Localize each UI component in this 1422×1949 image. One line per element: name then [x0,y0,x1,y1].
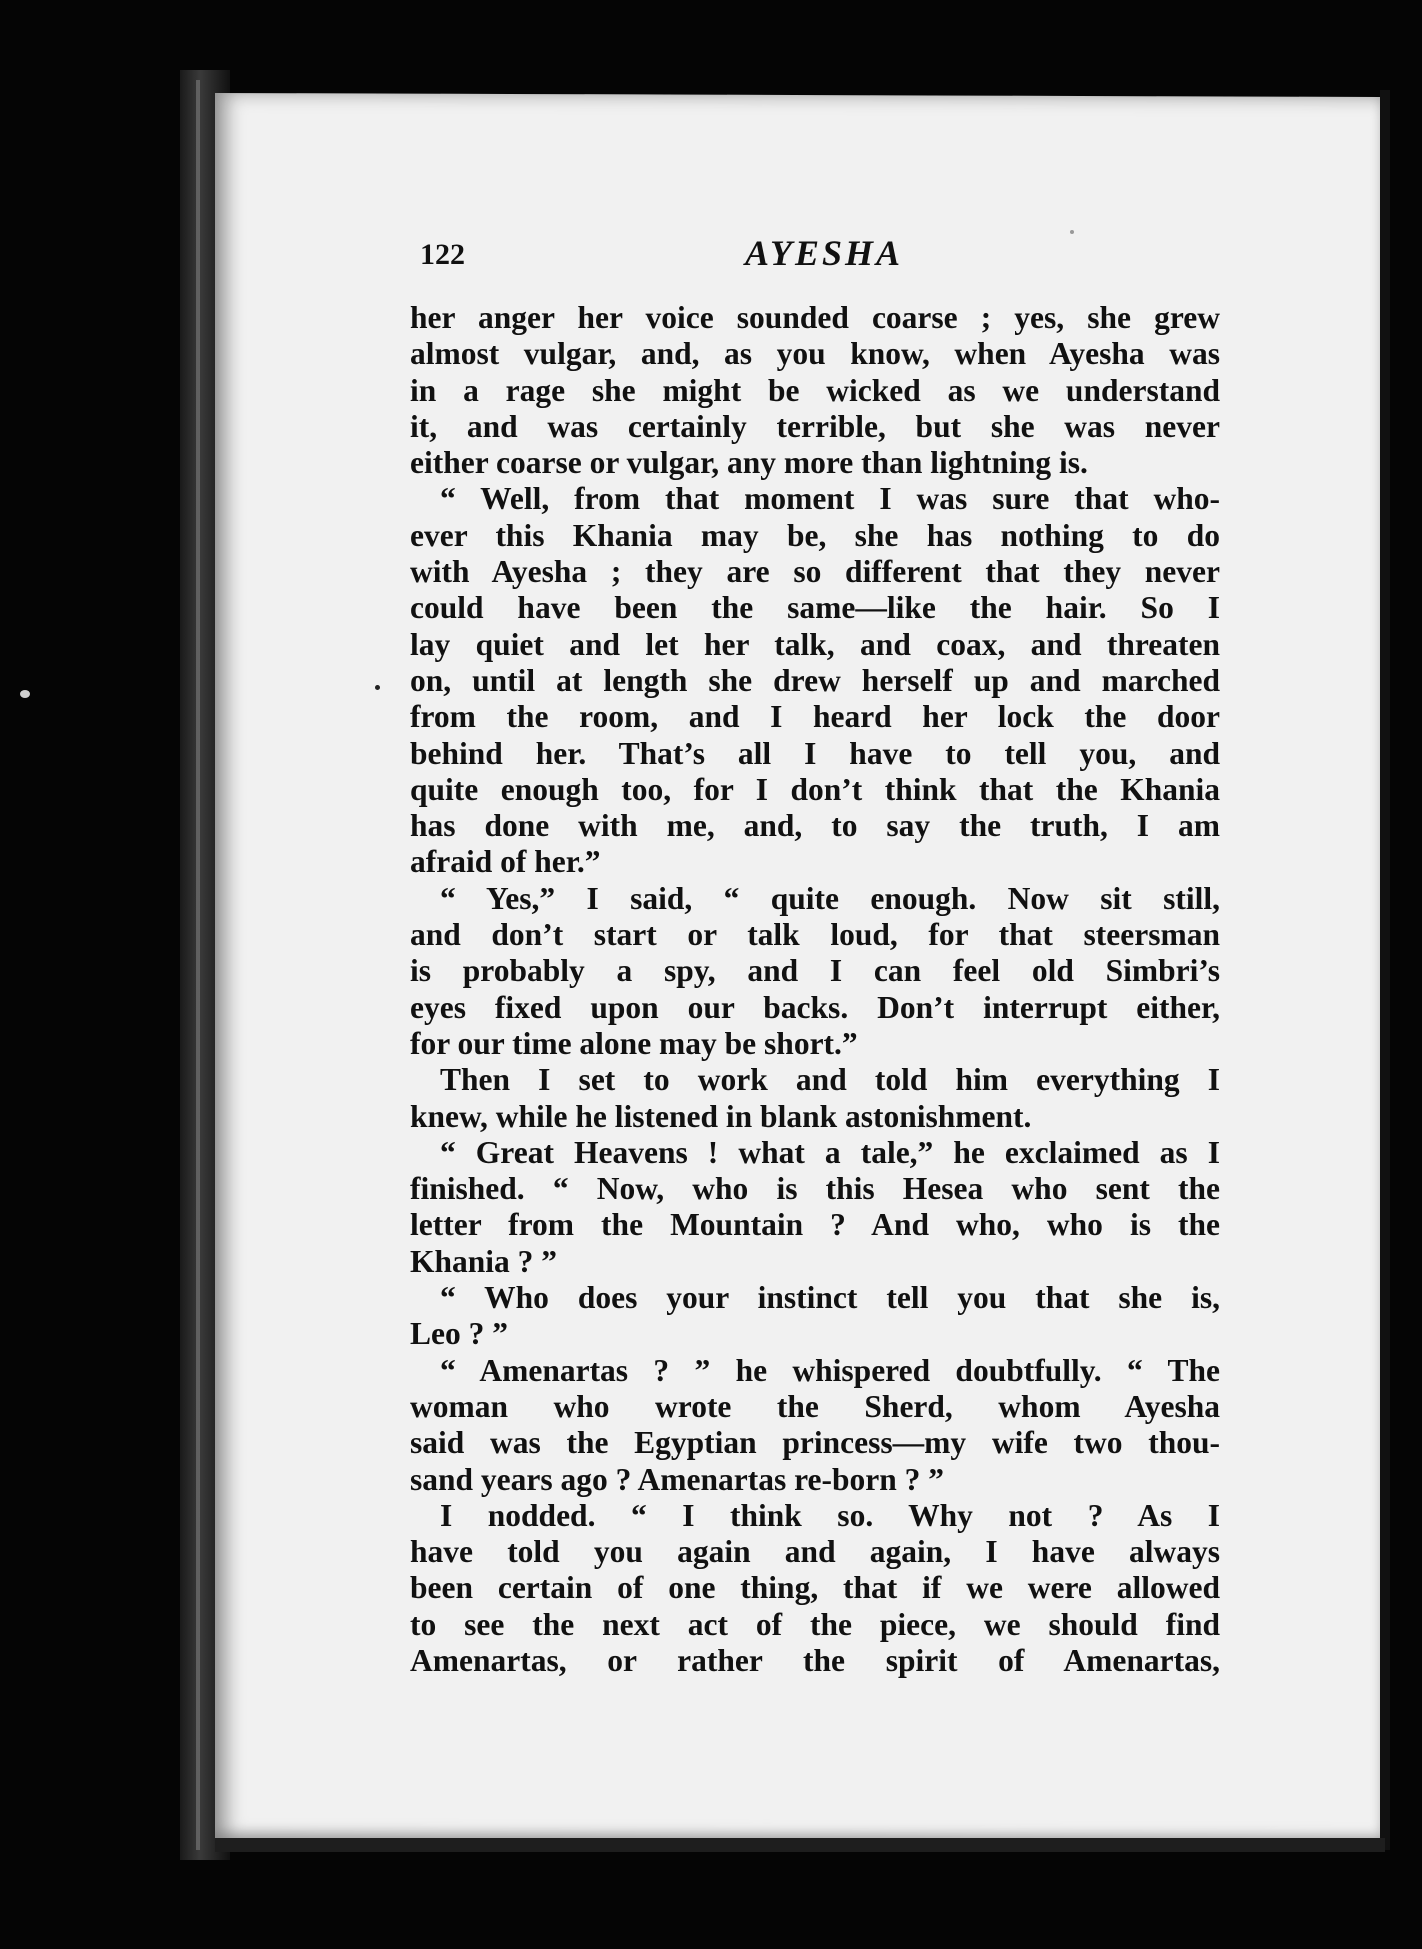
text-line: eyes fixed upon our backs. Don’t interrupt either, [410,989,1220,1025]
text-line: for our time alone may be short.” [410,1025,858,1061]
text-line: “ Great Heavens ! what a tale,” he exclaimed as I [440,1134,1220,1170]
text-line: “ Yes,” I said, “ quite enough. Now sit still, [440,880,1220,916]
scan-speck [20,690,30,698]
text-line: I nodded. “ I think so. Why not ? As I [440,1497,1220,1533]
text-line: could have been the same—like the hair. So I [410,590,1220,626]
text-line: ever this Khania may be, she has nothing to do [410,517,1220,553]
text-line: Then I set to work and told him everything I [440,1062,1220,1098]
text-line: sand years ago ? Amenartas re-born ? ” [410,1461,945,1497]
text-line: knew, while he listened in blank astonishment. [410,1098,1032,1134]
text-line: lay quiet and let her talk, and coax, and threaten [410,626,1220,662]
text-line: with Ayesha ; they are so different that they never [410,554,1220,590]
page-number: 122 [420,238,465,271]
body-text [410,300,1220,1679]
text-line: finished. “ Now, who is this Hesea who sent the [410,1171,1220,1207]
running-head [420,232,980,282]
text-line: it, and was certainly terrible, but she was never [410,408,1220,444]
text-line: and don’t start or talk loud, for that steersman [410,917,1220,953]
text-line: “ Who does your instinct tell you that she is, [440,1280,1220,1316]
scan-speck [1070,230,1074,234]
text-line: behind her. That’s all I have to tell you, and [410,735,1220,771]
text-line: from the room, and I heard her lock the door [410,699,1220,735]
text-line: said was the Egyptian princess—my wife two thou- [410,1425,1220,1461]
text-line: Leo ? ” [410,1316,508,1352]
text-line: afraid of her.” [410,844,601,880]
text-line: is probably a spy, and I can feel old Simbri’s [410,953,1220,989]
text-line: Amenartas, or rather the spirit of Amenartas, [410,1642,1220,1678]
text-line: either coarse or vulgar, any more than lightning is. [410,445,1088,481]
text-line: Khania ? ” [410,1243,558,1279]
text-line: letter from the Mountain ? And who, who is the [410,1207,1220,1243]
page-right-edge [1380,90,1390,1850]
running-title: AYESHA [745,233,904,273]
text-line: her anger her voice sounded coarse ; yes, she grew [410,300,1220,335]
text-line: has done with me, and, to say the truth, I am [410,808,1220,844]
binding-edge [196,80,200,1850]
text-line: in a rage she might be wicked as we understand [410,372,1220,408]
text-line: “ Well, from that moment I was sure that who- [440,481,1220,517]
text-line: have told you again and again, I have always [410,1534,1220,1570]
text-line: “ Amenartas ? ” he whispered doubtfully. “ The [440,1352,1220,1388]
scan-speck [375,685,380,690]
page-bottom-edge [215,1838,1385,1852]
text-line: quite enough too, for I don’t think that the Khania [410,771,1220,807]
text-line: woman who wrote the Sherd, whom Ayesha [410,1388,1220,1424]
text-line: to see the next act of the piece, we should find [410,1606,1220,1642]
text-line: almost vulgar, and, as you know, when Ayesha was [410,336,1220,372]
text-line: been certain of one thing, that if we were allowed [410,1570,1220,1606]
text-line: on, until at length she drew herself up and marched [410,662,1220,698]
